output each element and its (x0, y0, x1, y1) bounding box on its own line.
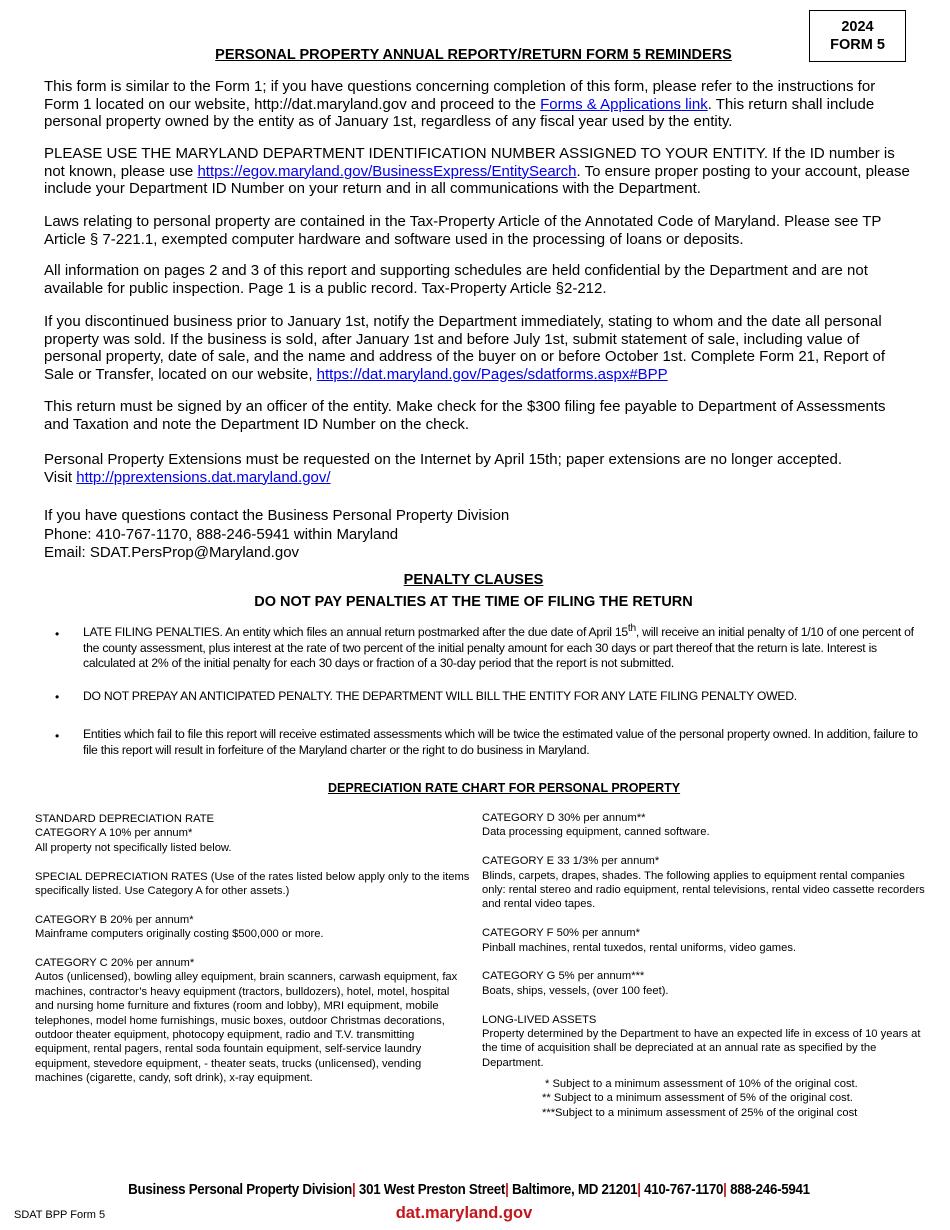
category-b-desc: Mainframe computers originally costing $500,000 or more. (35, 928, 324, 941)
paragraph-laws: Laws relating to personal property are contained in the Tax-Property Article of the Annotated Code of Maryland. Please see TP Article § 7-221.1, exempted computer hardware and software used in the processing of loans or deposits. (44, 213, 882, 248)
category-e-block (482, 854, 927, 912)
category-g-block (482, 969, 927, 998)
category-c-title: CATEGORY C 20% per annum* (35, 957, 195, 970)
form-number: FORM 5 (830, 37, 885, 53)
visit-label: Visit (44, 468, 77, 486)
contact-email: Email: SDAT.PersProp@Maryland.gov (44, 544, 300, 561)
category-f-title: CATEGORY F 50% per annum* (482, 927, 640, 940)
form-year: 2024 (841, 19, 874, 35)
p2-text-b: . To ensure proper posting to your account, please include your Department ID Number on your return and in all communications with the Department. (44, 162, 910, 197)
contact-phone: Phone: 410-767-1170, 888-246-5941 within Maryland (44, 525, 399, 543)
bullet-estimated-assessments: Entities which fail to file this report will receive estimated assessments which will be twice the estimated value of the personal property owned. In addition, failure to file this report will result in forfeiture of the Maryland charter or the right to do business in Maryland. (83, 727, 918, 757)
category-b-block (35, 913, 471, 942)
footer-separator: | (352, 1182, 356, 1198)
paragraph-extensions (44, 451, 914, 486)
entity-search-link[interactable]: https://egov.maryland.gov/BusinessExpress/EntitySearch (197, 162, 577, 180)
extensions-text: Personal Property Extensions must be requested on the Internet by April 15th; paper extensions are no longer accepted. (44, 451, 842, 468)
category-c-block (35, 956, 471, 1086)
p2-text-a: PLEASE USE THE MARYLAND DEPARTMENT IDENTIFICATION NUMBER ASSIGNED TO YOUR ENTITY. If the ID number is not known, please use (44, 145, 895, 180)
page-title: PERSONAL PROPERTY ANNUAL REPORTY/RETURN FORM 5 REMINDERS (215, 47, 732, 63)
bullet-late-filing (83, 621, 923, 672)
category-e-title: CATEGORY E 33 1/3% per annum* (482, 855, 660, 868)
bullet-prepay: DO NOT PREPAY AN ANTICIPATED PENALTY. THE DEPARTMENT WILL BILL THE ENTITY FOR ANY LATE FILING PENALTY OWED. (83, 689, 797, 703)
depreciation-right-column (482, 811, 927, 1085)
footer-city: Baltimore, MD 21201 (511, 1182, 638, 1198)
footer-address: 301 West Preston Street (358, 1182, 506, 1198)
long-lived-desc: Property determined by the Department to have an expected life in excess of 10 years at the time of acquisition shall be depreciated at an annual rate as specified by the Department. (482, 1028, 921, 1069)
bullet-prepay-dot: • (55, 690, 60, 704)
forms-applications-link[interactable]: Forms & Applications link (540, 95, 708, 113)
category-d-block (482, 811, 927, 840)
late-filing-text-a: LATE FILING PENALTIES. An entity which files an annual return postmarked after the due date of April 15 (83, 625, 628, 640)
category-c-desc: Autos (unlicensed), bowling alley equipment, brain scanners, carwash equipment, fax machines, contractor’s heavy equipment (tractors, bulldozers), hotel, motel, hospital and nursing home furniture and fixtures (room and lobby), MRI equipment, mobile telephones, model home furnishings, music boxes, outdoor Christmas decorations, outdoor theater equipment, photocopy equipment, radio and T.V. transmitting equipment, rental pagers, rental soda fountain equipment, self-service laundry equipment, stevedore equipment, - theater seats, trucks (unlicensed), vending machines (cigarette, candy, soft drink), x-ray equipment. (35, 971, 458, 1085)
contact-block (44, 507, 914, 563)
category-a-desc: All property not specifically listed below. (35, 841, 232, 854)
depreciation-left-column (35, 812, 471, 1100)
long-lived-title: LONG-LIVED ASSETS (482, 1013, 597, 1026)
depreciation-heading: DEPRECIATION RATE CHART FOR PERSONAL PROPERTY (328, 781, 681, 795)
category-b-title: CATEGORY B 20% per annum* (35, 913, 194, 926)
paragraph-signature-fee: This return must be signed by an officer of the entity. Make check for the $300 filing fee payable to Department of Assessments and Taxation and note the Department ID Number on the check. (44, 398, 886, 433)
bullet-estimated-dot: • (55, 729, 60, 743)
late-filing-sup: th (627, 623, 636, 634)
standard-rate-block (35, 812, 471, 855)
long-lived-block (482, 1013, 927, 1071)
penalty-subheading: DO NOT PAY PENALTIES AT THE TIME OF FILING THE RETURN (254, 594, 693, 610)
form-identifier: SDAT BPP Form 5 (14, 1209, 106, 1221)
category-f-block (482, 926, 927, 955)
p1-text-b: . This return shall include personal property owned by the entity as of January 1st, regardless of any fiscal year used by the entity. (44, 95, 875, 130)
category-g-title: CATEGORY G 5% per annum*** (482, 970, 645, 983)
category-d-title: CATEGORY D 30% per annum** (482, 812, 646, 824)
late-filing-text-b: , will receive an initial penalty of 1/10 of one percent of the county assessment, plus interest at the rate of two percent of the initial penalty amount for each 30 days or part thereof that the return is late. Interest is calculated at 2% of the initial penalty for each 30 days or fraction of a 30-day period that the report is not submitted. (83, 625, 914, 671)
category-e-desc: Blinds, carpets, drapes, shades. The following applies to equipment rental companies only: rental stereo and radio equipment, rental televisions, rental video cassette recorders and rental video tapes. (482, 869, 925, 911)
sdat-forms-link[interactable]: https://dat.maryland.gov/Pages/sdatforms.aspx#BPP (316, 365, 668, 383)
footer-phone-tollfree: 888-246-5941 (730, 1182, 810, 1198)
footer-separator: | (505, 1182, 509, 1198)
footer-contact-line (38, 1182, 901, 1198)
p5-text-a: If you discontinued business prior to January 1st, notify the Department immediately, stating to whom and the date all personal property was sold. If the business is sold, after January 1st and before July 1st, submit statement of sale, including value of personal property, date of sale, and the name and address of the buyer on or before October 1st. Complete Form 21, Report of Sale or Transfer, located on our website, (44, 313, 886, 383)
note-5-percent: ** Subject to a minimum assessment of 5% of the original cost. (542, 1092, 853, 1105)
footer-website[interactable]: dat.maryland.gov (395, 1204, 533, 1222)
category-f-desc: Pinball machines, rental tuxedos, rental uniforms, video games. (482, 941, 797, 954)
category-d-desc: Data processing equipment, canned software. (482, 826, 710, 839)
category-g-desc: Boats, ships, vessels, (over 100 feet). (482, 984, 669, 997)
special-rates: SPECIAL DEPRECIATION RATES (Use of the rates listed below apply only to the items specifically listed. Use Category A for other assets.) (35, 870, 470, 898)
footer-phone-local: 410-767-1170 (644, 1182, 724, 1198)
paragraph-discontinued-business (44, 313, 914, 383)
standard-rate-title: STANDARD DEPRECIATION RATE (35, 813, 215, 825)
paragraph-department-id (44, 145, 914, 198)
paragraph-form-similarity (44, 78, 914, 131)
footer-division: Business Personal Property Division (128, 1182, 353, 1198)
p1-text-a: This form is similar to the Form 1; if you have questions concerning completion of this form, please refer to the instructions for Form 1 located on our website, http://dat.maryland.gov and proceed to the (44, 78, 876, 113)
footer-separator: | (723, 1182, 727, 1198)
contact-division: If you have questions contact the Business Personal Property Division (44, 507, 510, 524)
minimum-assessment-notes (542, 1077, 922, 1120)
extensions-link[interactable]: http://pprextensions.dat.maryland.gov/ (76, 468, 331, 486)
category-a-title: CATEGORY A 10% per annum* (35, 827, 193, 840)
footer-separator: | (637, 1182, 641, 1198)
penalty-heading: PENALTY CLAUSES (403, 572, 544, 588)
paragraph-confidentiality: All information on pages 2 and 3 of this report and supporting schedules are held confidential by the Department and are not available for public inspection. Page 1 is a public record. Tax-Property Article §2-212. (44, 262, 868, 297)
note-25-percent: ***Subject to a minimum assessment of 25% of the original cost (542, 1106, 858, 1119)
bullet-late-filing-dot: • (55, 627, 60, 641)
note-10-percent: * Subject to a minimum assessment of 10% of the original cost. (545, 1078, 858, 1090)
